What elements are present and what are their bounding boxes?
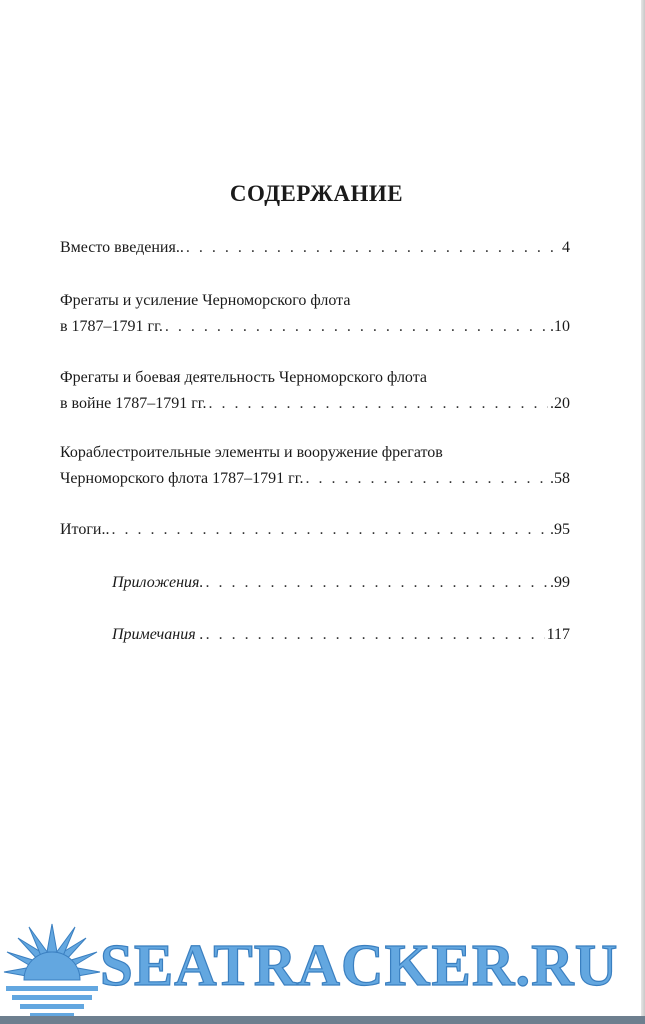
dot-leader bbox=[305, 467, 548, 491]
toc-entry-label-line: Фрегаты и усиление Черноморского флота bbox=[60, 292, 351, 309]
toc-entry bbox=[60, 289, 570, 339]
toc-entry-label: Вместо введения.. bbox=[60, 239, 184, 256]
toc-entry-label: Черноморского флота 1787–1791 гг. bbox=[60, 470, 304, 487]
page-title: СОДЕРЖАНИЕ bbox=[229, 181, 404, 206]
toc-entry-label: в войне 1787–1791 гг. bbox=[60, 395, 207, 412]
toc-entry bbox=[112, 571, 570, 595]
dot-leader bbox=[111, 518, 548, 542]
toc-entry-label-line: Кораблестроительные элементы и вооружение фрегатов bbox=[60, 444, 443, 461]
dot-leader bbox=[165, 315, 548, 339]
toc-page-number: .20 bbox=[550, 395, 570, 412]
toc-page-number: .58 bbox=[550, 470, 570, 487]
toc-page-number: .95 bbox=[550, 521, 570, 538]
page-edge bbox=[641, 0, 645, 1024]
toc-page-number: .99 bbox=[550, 574, 570, 591]
toc-page-number: 4 bbox=[562, 239, 570, 256]
toc-entry-label-line: Фрегаты и боевая деятельность Черноморского флота bbox=[60, 369, 428, 386]
watermark-text: SEATRACKER.RU bbox=[100, 932, 619, 998]
sun-icon bbox=[2, 922, 102, 1022]
dot-leader bbox=[206, 623, 545, 647]
toc-entry bbox=[112, 623, 570, 647]
toc-entry bbox=[60, 441, 570, 491]
dot-leader bbox=[186, 236, 560, 260]
toc-entry-label: Приложения. bbox=[112, 574, 204, 591]
toc-entry bbox=[60, 518, 570, 542]
dot-leader bbox=[209, 392, 548, 416]
toc-entry-label: Итоги.. bbox=[60, 521, 110, 538]
toc-page-number: 117 bbox=[546, 626, 570, 643]
toc-entry bbox=[60, 236, 570, 260]
toc-entry-label: в 1787–1791 гг. bbox=[60, 318, 163, 335]
dot-leader bbox=[205, 571, 548, 595]
watermark bbox=[0, 920, 645, 1024]
toc-page-number: .10 bbox=[550, 318, 570, 335]
toc-entry bbox=[60, 366, 570, 416]
bottom-bar bbox=[0, 1016, 645, 1024]
toc-entry-label: Примечания . bbox=[112, 626, 204, 643]
